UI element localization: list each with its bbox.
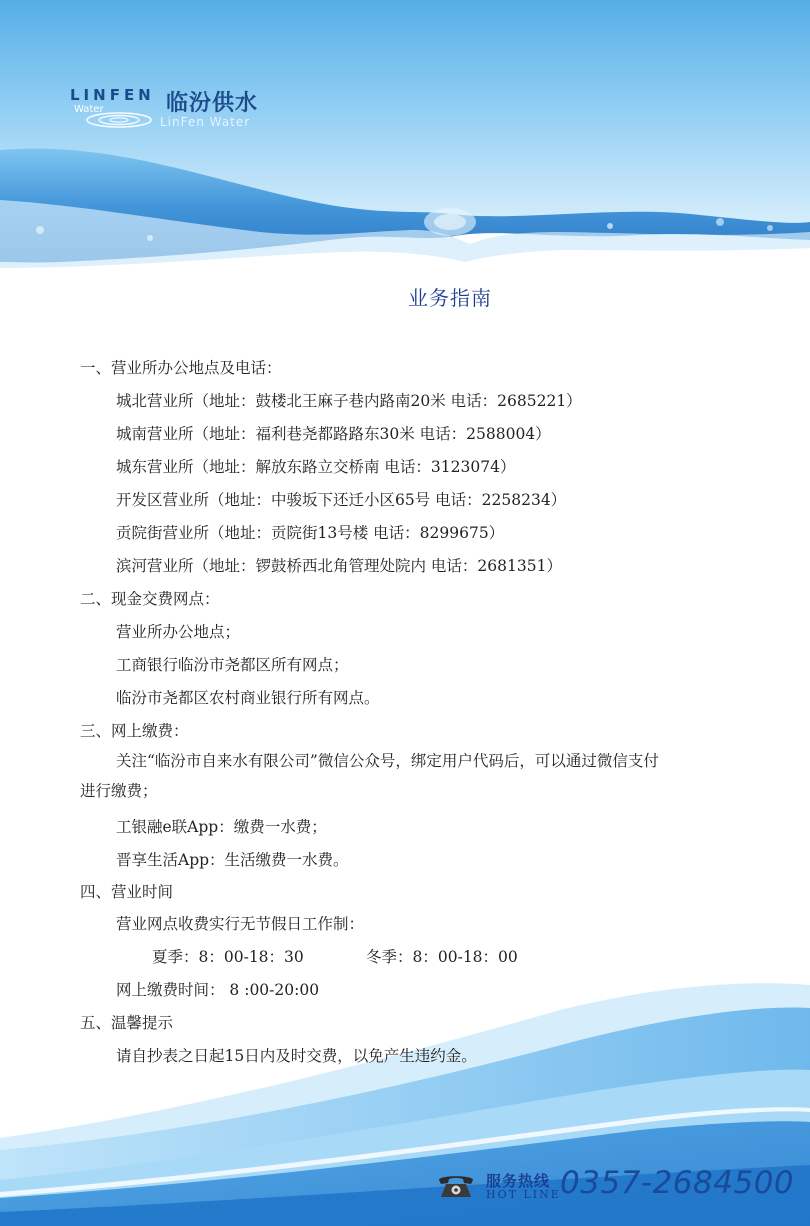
logo-subtitle: LinFen Water (160, 115, 251, 129)
hours-summer: 夏季：8：00-18：30 (152, 948, 304, 966)
online-wechat-text: 关注“临汾市自来水有限公司”微信公众号，绑定用户代码后，可以通过微信支付 (116, 752, 659, 770)
hotline-number: 0357-2684500 (560, 1165, 795, 1201)
hours-policy: 营业网点收费实行无节假日工作制： (116, 915, 365, 933)
hotline-label-cn: 服务热线 (486, 1172, 551, 1190)
cash-point-offices: 营业所办公地点； (116, 623, 241, 641)
office-chengdong: 城东营业所（地址：解放东路立交桥南 电话：3123074） (116, 458, 516, 476)
cash-point-rural-bank: 临汾市尧都区农村商业银行所有网点。 (116, 689, 380, 707)
office-kaifaqu: 开发区营业所（地址：中骏坂下还迁小区65号 电话：2258234） (116, 491, 567, 509)
online-wechat-text-cont: 进行缴费； (80, 782, 158, 800)
tips-text: 请自抄表之日起15日内及时交费，以免产生违约金。 (116, 1047, 477, 1065)
cash-point-icbc: 工商银行临汾市尧都区所有网点； (116, 656, 349, 674)
section-heading-tips: 五、温馨提示 (80, 1014, 174, 1032)
section-heading-cash: 二、现金交费网点： (80, 590, 220, 608)
page-title: 业务指南 (408, 286, 492, 310)
hotline-label-en: HOT LINE (486, 1188, 561, 1201)
logo-water-word: Water (74, 104, 104, 115)
telephone-icon (436, 1172, 476, 1200)
section-heading-online: 三、网上缴费： (80, 722, 189, 740)
online-icbc-app: 工银融e联App：缴费一水费； (116, 818, 327, 836)
section-heading-offices: 一、营业所办公地点及电话： (80, 359, 282, 377)
section-heading-hours: 四、营业时间 (80, 883, 174, 901)
logo-chinese-name: 临汾供水 (166, 91, 259, 116)
office-chengnan: 城南营业所（地址：福利巷尧都路路东30米 电话：2588004） (116, 425, 551, 443)
office-gongyuanjie: 贡院街营业所（地址：贡院街13号楼 电话：8299675） (116, 524, 505, 542)
online-jinxiang-app: 晋享生活App：生活缴费一水费。 (116, 851, 349, 869)
hours-online: 网上缴费时间： 8 :00-20:00 (116, 981, 320, 999)
ripple-icon (84, 106, 154, 130)
logo-english-name: LINFEN (70, 86, 155, 104)
office-chengbei: 城北营业所（地址：鼓楼北王麻子巷内路南20米 电话：2685221） (116, 392, 582, 410)
hours-winter: 冬季：8：00-18：00 (366, 948, 518, 966)
office-binhe: 滨河营业所（地址：锣鼓桥西北角管理处院内 电话：2681351） (116, 557, 562, 575)
